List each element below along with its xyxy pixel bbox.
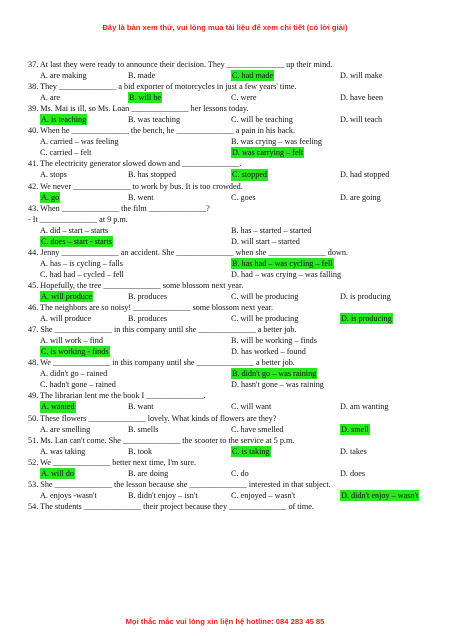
option-row <box>28 236 444 247</box>
question-item <box>28 413 444 435</box>
question-stem: 39. Ms. Mai is ill, so Ms. Loan ______________ her lessons today. <box>28 104 249 114</box>
answer-option: B. was teaching <box>128 115 181 125</box>
question-stem: 37. At last they were ready to announce their decision. They ______________ up their mind. <box>28 60 333 69</box>
answer-option: C. enjoyed – wasn't <box>231 490 296 500</box>
question-item <box>28 181 444 203</box>
answer-option: D. am wanting <box>340 402 389 412</box>
answer-option: C. were <box>231 93 257 103</box>
option-row <box>28 225 444 236</box>
question-stem: 47. She ______________ in this company until she ______________ a better job. <box>28 325 297 335</box>
answer-option-highlighted: B. will be <box>129 93 162 103</box>
question-stem: 43. When ______________ the film ______________? <box>28 203 210 213</box>
question-item <box>28 280 444 302</box>
answer-option: C. will be teaching <box>231 115 293 125</box>
answer-option: C. had had – cycled – fell <box>40 269 124 279</box>
answer-option: D. will make <box>340 71 383 81</box>
answer-option: B. took <box>128 446 153 456</box>
option-row <box>28 335 444 346</box>
answer-option: B. made <box>128 71 156 81</box>
answer-option: C. goes <box>231 192 256 202</box>
answer-option: D. takes <box>340 446 367 456</box>
answer-option-highlighted: C. had made <box>232 71 274 81</box>
question-item <box>28 357 444 390</box>
question-item <box>28 324 444 357</box>
question-item <box>28 457 444 479</box>
question-stem: 45. Hopefully, the tree ______________ some blossom next year. <box>28 280 244 290</box>
question-stem-continued: - It ______________ at 9 p.m. <box>28 214 128 224</box>
answer-option-highlighted: D. was carrying – felt <box>232 148 304 158</box>
answer-option: A. has – is cycling – falls <box>40 258 123 268</box>
option-row <box>28 313 444 324</box>
question-list <box>28 59 444 512</box>
answer-option: A. are making <box>40 71 87 81</box>
answer-option: D. will start – started <box>231 236 300 246</box>
question-item <box>28 302 444 324</box>
question-item <box>28 125 444 158</box>
answer-option: D. is producing <box>340 291 391 301</box>
answer-option-highlighted: B. didn't go – was raining <box>232 369 317 379</box>
question-item <box>28 81 444 103</box>
answer-option: B. has – started – started <box>231 225 312 235</box>
option-row <box>28 70 444 81</box>
answer-option: B. produces <box>128 314 168 324</box>
question-stem: 41. The electricity generator slowed down and ______________. <box>28 159 242 169</box>
answer-option: B. has stopped <box>128 170 176 180</box>
answer-option: B. was crying – was feeling <box>231 137 322 147</box>
question-item <box>28 59 444 81</box>
question-item <box>28 479 444 501</box>
question-stem: 52. We ______________ better next time, I'm sure. <box>28 457 197 467</box>
option-row <box>28 169 444 180</box>
answer-option: C. do <box>231 468 249 478</box>
question-item <box>28 390 444 412</box>
hotline-footer: Mọi thắc mắc vui lòng xin liện hệ hotline: 084 283 45 85 <box>125 617 325 626</box>
question-item <box>28 158 444 180</box>
option-row <box>28 258 444 269</box>
answer-option: C. carried – felt <box>40 148 92 158</box>
question-stem: 50. These flowers ______________ lovely. What kinds of flowers are they? <box>28 413 277 423</box>
answer-option-highlighted: C. is working - finds <box>41 347 109 357</box>
question-item <box>28 103 444 125</box>
answer-option-highlighted: A. go <box>41 192 60 202</box>
answer-option: B. are doing <box>128 468 169 478</box>
question-stem: 40. When he ______________ the bench, he ______________ a pain in his back. <box>28 126 296 136</box>
option-row <box>28 192 444 203</box>
question-item <box>28 501 444 512</box>
option-row <box>28 92 444 103</box>
answer-option: D. had stopped <box>340 170 390 180</box>
answer-option-highlighted: A. is teaching <box>41 115 87 125</box>
question-stem: 38. They ______________ a bid exporter of motorcycles in just a few years' time. <box>28 82 297 92</box>
answer-option: C. will be producing <box>231 314 299 324</box>
question-stem: 48. We ______________ in this company until she ______________ a better job. <box>28 358 295 368</box>
answer-option-highlighted: A. will do <box>41 468 74 478</box>
answer-option: B. went <box>128 192 154 202</box>
answer-option: A. will produce <box>40 314 92 324</box>
answer-option-highlighted: C. is taking <box>232 446 270 456</box>
question-stem: 46. The neighbors are so noisy! ______________ some blossom next year. <box>28 303 273 313</box>
answer-option: B. produces <box>128 291 168 301</box>
option-row <box>28 147 444 158</box>
question-stem: 44. Jenny ______________ an accident. She ______________ when she ______________ down. <box>28 247 348 257</box>
answer-option: D. hasn't gone – was raining <box>231 380 324 390</box>
answer-option: A. carried – was feeling <box>40 137 119 147</box>
answer-option: B. smells <box>128 424 159 434</box>
answer-option: D. have been <box>340 93 383 103</box>
answer-option-highlighted: C. does – start - starts <box>41 236 112 246</box>
question-stem: 49. The librarian lent me the book I ______________. <box>28 391 206 401</box>
answer-option: A. was taking <box>40 446 86 456</box>
answer-option: C. have smelled <box>231 424 284 434</box>
option-row <box>28 136 444 147</box>
option-row <box>28 291 444 302</box>
question-stem: 42. We never ______________ to work by bus. It is too crowded. <box>28 181 243 191</box>
answer-option: A. will work – find <box>40 336 103 346</box>
question-item <box>28 247 444 280</box>
answer-option: B. didn't enjoy – isn't <box>128 490 198 500</box>
option-row <box>28 269 444 280</box>
answer-option-highlighted: D. smell <box>341 424 369 434</box>
option-row <box>28 424 444 435</box>
answer-option: A. stops <box>40 170 67 180</box>
answer-option: C. will be producing <box>231 291 299 301</box>
answer-option: A. are smelling <box>40 424 91 434</box>
answer-option: A. enjoys -wasn't <box>40 490 97 500</box>
question-item <box>28 203 444 247</box>
answer-option: D. has worked – found <box>231 347 306 357</box>
option-row <box>28 346 444 357</box>
answer-option: B. will be working – finds <box>231 336 317 346</box>
option-row <box>28 379 444 390</box>
question-stem: 53. She ______________ the lesson because she ______________ interested in that subject. <box>28 479 331 489</box>
answer-option: C. will want <box>231 402 272 412</box>
answer-option-highlighted: B. has had – was cycling – fell <box>232 258 333 268</box>
option-row <box>28 468 444 479</box>
question-stem: 51. Ms. Lan can't come. She ______________ the scooter to the service at 5 p.m. <box>28 435 295 445</box>
answer-option: D. will teach <box>340 115 383 125</box>
answer-option: D. does <box>340 468 366 478</box>
option-row <box>28 490 444 501</box>
answer-option-highlighted: A. wanted <box>41 402 75 412</box>
option-row <box>28 401 444 412</box>
question-item <box>28 435 444 457</box>
answer-option-highlighted: C. stopped <box>232 170 268 180</box>
preview-notice: Đây là bản xem thử, vui lòng mua tài liệu để xem chi tiết (có lời giải) <box>102 23 348 32</box>
option-row <box>28 368 444 379</box>
option-row <box>28 114 444 125</box>
answer-option: A. are <box>40 93 61 103</box>
answer-option: C. hadn't gone – rained <box>40 380 116 390</box>
answer-option: B. want <box>128 402 154 412</box>
answer-option-highlighted: D. didn't enjoy – wasn't <box>341 490 419 500</box>
question-stem: 54. The students ______________ their project because they ______________ of time. <box>28 501 314 511</box>
answer-option: D. had – was crying – was falling <box>231 269 342 279</box>
answer-option-highlighted: D. is producing <box>341 314 392 324</box>
option-row <box>28 446 444 457</box>
answer-option-highlighted: A. will produce <box>41 291 93 301</box>
answer-option: A. didn't go – rained <box>40 369 108 379</box>
answer-option: D. are going <box>340 192 381 202</box>
answer-option: A. did – start – starts <box>40 225 109 235</box>
